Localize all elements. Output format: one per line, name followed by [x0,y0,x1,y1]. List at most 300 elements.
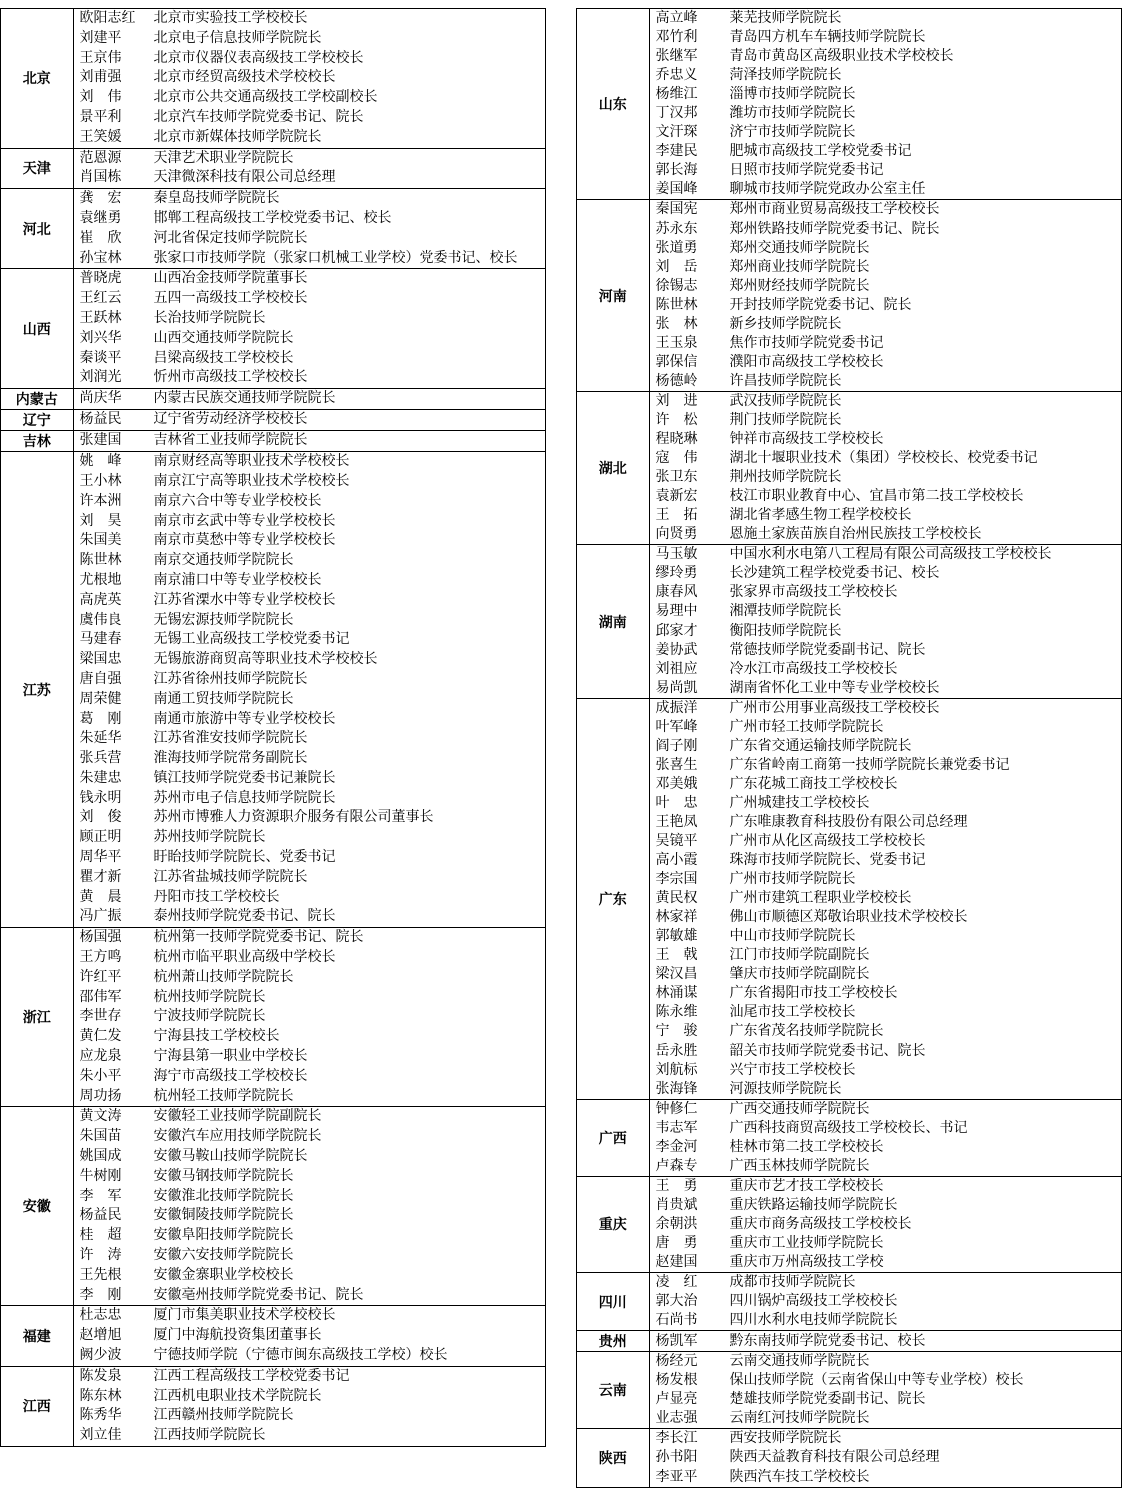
person-name: 王 勇 [655,1177,698,1194]
province-label: 四川 [577,1273,649,1331]
person-title: 湖北省孝感生物工程学校校长 [729,507,912,524]
person-title: 青岛四方机车车辆技师学院院长 [729,29,926,46]
person-name: 刘 俊 [79,809,122,826]
list-item [650,142,1122,161]
province-label: 湖北 [577,391,649,544]
province-label: 河北 [1,189,73,269]
list-item [650,487,1122,506]
list-item [650,1003,1122,1022]
person-title: 忻州市高级技工学校校长 [153,369,308,386]
person-title: 安徽铜陵技师学院院长 [153,1207,294,1224]
province-group [577,1429,1121,1487]
person-name: 杨凯军 [655,1332,698,1349]
person-name: 钟修仁 [655,1100,698,1117]
person-title: 北京电子信息技师学院院长 [153,29,322,46]
list-item [74,389,546,409]
list-item [74,49,546,69]
list-item [74,249,546,269]
province-label: 天津 [1,148,73,189]
person-name: 黄民权 [655,890,698,907]
people-list [649,1352,1121,1429]
person-name: 王艳凤 [655,813,698,830]
list-item [650,602,1122,621]
person-title: 北京市公共交通高级技工学校副校长 [153,89,378,106]
list-item [650,775,1122,794]
person-title: 江门市技师学院副院长 [729,947,870,964]
person-name: 叶军峰 [655,718,698,735]
list-item [650,1234,1122,1253]
person-name: 朱国美 [79,532,122,549]
list-item [74,88,546,108]
person-title: 广东省揭阳市技工学校校长 [729,985,898,1002]
person-title: 桂林市第二技工学校校长 [729,1138,884,1155]
list-item [74,948,546,968]
person-name: 朱小平 [79,1067,122,1084]
person-title: 南京浦口中等专业学校校长 [153,571,322,588]
list-item [650,1332,1122,1351]
person-name: 陈东林 [79,1387,122,1404]
person-title: 广州市技师学院院长 [729,871,856,888]
person-name: 王笑媛 [79,128,122,145]
people-list [73,928,545,1107]
person-title: 邯郸工程高级技工学校党委书记、校长 [153,209,392,226]
province-group [1,269,545,389]
person-name: 姜国峰 [655,181,698,198]
person-name: 余朝洪 [655,1215,698,1232]
person-name: 许 松 [655,411,698,428]
person-title: 韶关市技师学院党委书记、院长 [729,1042,926,1059]
person-name: 王小林 [79,472,122,489]
person-title: 江苏省淮安技师学院院长 [153,730,308,747]
list-item [650,1409,1122,1428]
person-name: 刘甫强 [79,69,122,86]
province-group [1,431,545,452]
person-name: 石尚书 [655,1312,698,1329]
people-list [73,1366,545,1446]
person-name: 李金河 [655,1138,698,1155]
province-group [1,148,545,189]
person-name: 高小霞 [655,852,698,869]
person-title: 苏州市电子信息技师学院院长 [153,789,336,806]
person-title: 濮阳市高级技工学校校长 [729,353,884,370]
person-name: 卢显亮 [655,1391,698,1408]
list-item [74,329,546,349]
province-group [1,1306,545,1366]
province-label: 广东 [577,698,649,1099]
list-item [650,718,1122,737]
person-title: 泰州技师学院党委书记、院长 [153,908,336,925]
person-name: 寇 伟 [655,450,698,467]
list-item [650,411,1122,430]
person-name: 王跃林 [79,309,122,326]
province-label: 福建 [1,1306,73,1366]
people-list [73,431,545,452]
province-label: 山西 [1,269,73,389]
list-item [650,946,1122,965]
person-title: 宁波技师学院院长 [153,1008,266,1025]
people-list [649,1273,1121,1331]
person-name: 孙宝林 [79,249,122,266]
person-name: 朱国苗 [79,1128,122,1145]
person-title: 保山技师学院（云南省保山中等专业学校）校长 [729,1372,1024,1389]
province-label: 河南 [577,200,649,391]
person-name: 钱永明 [79,789,122,806]
person-name: 袁新宏 [655,488,698,505]
list-item [74,868,546,888]
people-list [73,1107,545,1306]
list-item [74,729,546,749]
person-name: 周华平 [79,849,122,866]
person-title: 南京交通技师学院院长 [153,552,294,569]
list-item [74,630,546,650]
person-title: 南京六合中等专业学校校长 [153,492,322,509]
list-item [650,9,1122,28]
list-item [650,889,1122,908]
list-item [74,1426,546,1446]
people-list [649,9,1121,200]
list-item [650,1119,1122,1138]
person-name: 唐 勇 [655,1235,698,1251]
person-name: 郭大治 [655,1293,698,1310]
list-item [74,1206,546,1226]
province-group [577,1099,1121,1176]
person-name: 王红云 [79,290,122,307]
person-name: 杨国强 [79,929,122,946]
province-label: 云南 [577,1352,649,1429]
person-title: 广州市轻工技师学院院长 [729,718,884,735]
person-title: 无锡工业高级技工学校党委书记 [153,631,350,648]
person-title: 广西交通技师学院院长 [729,1100,870,1117]
person-name: 阎子刚 [655,737,698,754]
person-name: 张继军 [655,48,698,65]
person-title: 南京市莫愁中等专业学校校长 [153,532,336,549]
person-name: 韦志军 [655,1119,698,1136]
person-name: 梁汉昌 [655,966,698,983]
list-item [74,492,546,512]
person-title: 天津艺术职业学院院长 [153,149,294,166]
province-group [577,391,1121,544]
person-name: 张建国 [79,432,122,449]
list-item [650,47,1122,66]
list-item [74,1387,546,1407]
person-title: 盱眙技师学院院长、党委书记 [153,849,336,866]
person-title: 无锡旅游商贸高等职业技术学校校长 [153,651,378,668]
list-item [650,258,1122,277]
list-item [74,29,546,49]
person-name: 唐自强 [79,670,122,687]
person-name: 邱家才 [655,622,698,639]
right-directory-table [576,8,1122,1488]
person-title: 聊城市技师学院党政办公室主任 [729,181,926,198]
person-name: 杨经元 [655,1353,698,1370]
list-item [650,104,1122,123]
person-name: 高虎英 [79,591,122,608]
person-name: 姚国成 [79,1148,122,1165]
person-title: 中国水利水电第八工程局有限公司高级技工学校校长 [729,546,1052,563]
list-item [650,622,1122,641]
list-item [74,571,546,591]
person-name: 王京伟 [79,49,122,66]
people-list [649,391,1121,544]
person-title: 郑州财经技师学院院长 [729,277,870,294]
person-name: 张喜生 [655,756,698,773]
person-title: 西安技师学院院长 [729,1430,842,1447]
person-name: 周功扬 [79,1087,122,1104]
person-name: 苏永东 [655,220,698,237]
person-name: 周荣健 [79,690,122,707]
person-name: 秦谈平 [79,349,122,366]
person-title: 张家口市技师学院（张家口机械工业学校）党委书记、校长 [153,249,518,266]
person-title: 广西科技商贸高级技工学校校长、书记 [729,1119,968,1136]
person-title: 开封技师学院党委书记、院长 [729,296,912,313]
list-item [650,353,1122,372]
person-name: 黄文涛 [79,1108,122,1125]
people-list [649,1176,1121,1272]
province-group [1,410,545,431]
list-item [650,641,1122,660]
person-title: 郑州市商业贸易高级技工学校校长 [729,201,940,218]
person-name: 杜志忠 [79,1307,122,1324]
province-label: 陕西 [577,1429,649,1487]
person-title: 安徽亳州技师学院党委书记、院长 [153,1286,364,1303]
person-name: 刘 进 [655,392,698,409]
person-title: 河源技师学院院长 [729,1080,842,1097]
person-name: 张海锋 [655,1080,698,1097]
person-name: 张 林 [655,315,698,332]
list-item [650,200,1122,219]
person-title: 安徽轻工业技师学院副院长 [153,1108,322,1125]
person-name: 林涌谋 [655,985,698,1002]
person-name: 黄 晨 [79,888,122,905]
person-name: 刘兴华 [79,329,122,346]
person-title: 荆门技师学院院长 [729,411,842,428]
people-list [73,269,545,389]
person-name: 王方鸣 [79,949,122,966]
person-title: 郑州商业技师学院院长 [729,258,870,275]
person-name: 凌 红 [655,1274,698,1291]
person-name: 李 军 [79,1187,122,1204]
person-name: 许红平 [79,968,122,985]
list-item [74,168,546,188]
person-title: 张家界市高级技工学校校长 [729,584,898,601]
person-title: 厦门市集美职业技术学校校长 [153,1307,336,1324]
person-title: 潍坊市技师学院院长 [729,105,856,122]
list-item [74,1346,546,1366]
list-item [74,269,546,289]
person-title: 江苏省徐州技师学院院长 [153,670,308,687]
person-title: 山西交通技师学院院长 [153,329,294,346]
person-name: 景平利 [79,108,122,125]
person-name: 姜协武 [655,641,698,658]
list-item [74,591,546,611]
person-title: 苏州市博雅人力资源职介服务有限公司董事长 [153,809,434,826]
person-name: 姚 峰 [79,453,122,470]
people-list [73,410,545,431]
person-title: 吕梁高级技工学校校长 [153,349,294,366]
person-title: 江苏省盐城技师学院院长 [153,868,308,885]
person-name: 顾正明 [79,829,122,846]
list-item [74,551,546,571]
people-list [649,1429,1121,1487]
person-title: 常德技师学院党委副书记、院长 [729,641,926,658]
person-title: 宁德技师学院（宁德市闽东高级技工学校）校长 [153,1347,448,1363]
list-item [74,670,546,690]
person-title: 厦门中海航投资集团董事长 [153,1327,322,1344]
list-item [74,472,546,492]
list-item [650,1022,1122,1041]
list-item [650,296,1122,315]
person-name: 业志强 [655,1410,698,1427]
person-title: 长沙建筑工程学校党委书记、校长 [729,565,940,582]
person-name: 王 拓 [655,507,698,524]
list-item [74,769,546,789]
person-title: 南通工贸技师学院院长 [153,690,294,707]
person-name: 梁国忠 [79,651,122,668]
list-item [74,968,546,988]
person-name: 刘立佳 [79,1427,122,1444]
list-item [74,808,546,828]
person-title: 江西赣州技师学院院长 [153,1407,294,1424]
list-item [650,372,1122,391]
person-title: 宁海县技工学校校长 [153,1028,280,1045]
province-group [577,200,1121,391]
list-item [74,1167,546,1187]
list-item [650,449,1122,468]
person-title: 云南交通技师学院院长 [729,1353,870,1370]
people-list [73,148,545,189]
person-title: 安徽六安技师学院院长 [153,1247,294,1264]
province-group [577,1331,1121,1352]
person-name: 普晓虎 [79,270,122,287]
person-name: 陈世林 [79,552,122,569]
person-title: 江西技师学院院长 [153,1427,266,1444]
person-name: 乔忠义 [655,67,698,84]
person-title: 日照市技师学院党委书记 [729,162,884,179]
person-title: 宁海县第一职业中学校长 [153,1048,308,1065]
person-title: 苏州技师学院院长 [153,829,266,846]
person-title: 北京市实验技工学校校长 [153,10,308,26]
list-item [650,908,1122,927]
person-title: 成都市技师学院院长 [729,1274,856,1291]
list-item [74,309,546,329]
list-item [74,988,546,1008]
person-name: 桂 超 [79,1227,122,1244]
person-name: 程晓琳 [655,431,698,448]
person-title: 江苏省溧水中等专业学校校长 [153,591,336,608]
province-group [577,9,1121,200]
person-title: 湖北十堰职业技术（集团）学校校长、校党委书记 [729,450,1038,467]
person-title: 安徽阜阳技师学院院长 [153,1227,294,1244]
list-item [650,85,1122,104]
person-title: 济宁市技师学院院长 [729,124,856,141]
person-title: 湖南省怀化工业中等专业学校校长 [729,679,940,696]
province-label: 辽宁 [1,410,73,431]
list-item [650,506,1122,525]
person-name: 李建民 [655,143,698,160]
person-name: 肖贵斌 [655,1196,698,1213]
list-item [650,1080,1122,1099]
person-title: 广州市公用事业高级技工学校校长 [729,699,940,716]
person-name: 王 戟 [655,947,698,964]
list-item [74,1187,546,1207]
people-list [649,200,1121,391]
person-title: 五四一高级技工学校校长 [153,290,308,307]
list-item [650,699,1122,718]
list-item [650,1196,1122,1215]
list-item [74,128,546,148]
person-title: 青岛市黄岛区高级职业技术学校校长 [729,48,954,65]
list-item [650,1061,1122,1080]
person-title: 重庆市艺才技工学校校长 [729,1177,884,1194]
person-name: 刘 昊 [79,512,122,529]
person-name: 郭长海 [655,162,698,179]
list-item [650,161,1122,180]
list-item [650,1352,1122,1371]
person-name: 李亚平 [655,1468,698,1485]
people-list [649,698,1121,1099]
list-item [650,239,1122,258]
person-name: 刘祖应 [655,660,698,677]
list-item [650,583,1122,602]
person-title: 新乡技师学院院长 [729,315,842,332]
person-title: 安徽金寨职业学校校长 [153,1266,294,1283]
list-item [650,1429,1122,1448]
person-name: 肖国栋 [79,169,122,186]
person-name: 范恩源 [79,149,122,166]
person-title: 恩施土家族苗族自治州民族技工学校校长 [729,526,982,543]
list-item [650,66,1122,85]
person-title: 杭州轻工技师学院院长 [153,1087,294,1104]
person-title: 冷水江市高级技工学校校长 [729,660,898,677]
person-name: 易尚凯 [655,679,698,696]
person-title: 广州市从化区高级技工学校校长 [729,833,926,850]
person-title: 许昌技师学院院长 [729,372,842,389]
list-item [74,9,546,29]
list-item [74,611,546,631]
person-title: 重庆市商务高级技工学校校长 [729,1215,912,1232]
person-title: 重庆市工业技师学院院长 [729,1235,884,1251]
person-title: 钟祥市高级技工学校校长 [729,431,884,448]
person-name: 龚 宏 [79,190,122,207]
person-title: 广州市建筑工程职业学校校长 [729,890,912,907]
province-label: 北京 [1,9,73,148]
person-name: 陈秀华 [79,1407,122,1424]
list-item [74,209,546,229]
person-title: 河北省保定技师学院院长 [153,229,308,246]
list-item [650,220,1122,239]
list-item [74,1286,546,1306]
person-title: 海宁市高级技工学校校长 [153,1067,308,1084]
person-title: 南通市旅游中等专业学校校长 [153,710,336,727]
person-title: 郑州交通技师学院院长 [729,239,870,256]
list-item [650,756,1122,775]
person-title: 佛山市顺德区郑敬诒职业技术学校校长 [729,909,968,926]
province-label: 广西 [577,1099,649,1176]
person-title: 杭州技师学院院长 [153,988,266,1005]
list-item [74,1367,546,1387]
list-item [74,368,546,388]
province-group [1,189,545,269]
list-item [74,531,546,551]
person-title: 安徽马钢技师学院院长 [153,1167,294,1184]
person-title: 广州城建技工学校校长 [729,794,870,811]
province-label: 安徽 [1,1107,73,1306]
list-item [74,1127,546,1147]
person-name: 王先根 [79,1266,122,1283]
person-name: 卢森专 [655,1157,698,1174]
list-item [74,710,546,730]
list-item [74,452,546,472]
